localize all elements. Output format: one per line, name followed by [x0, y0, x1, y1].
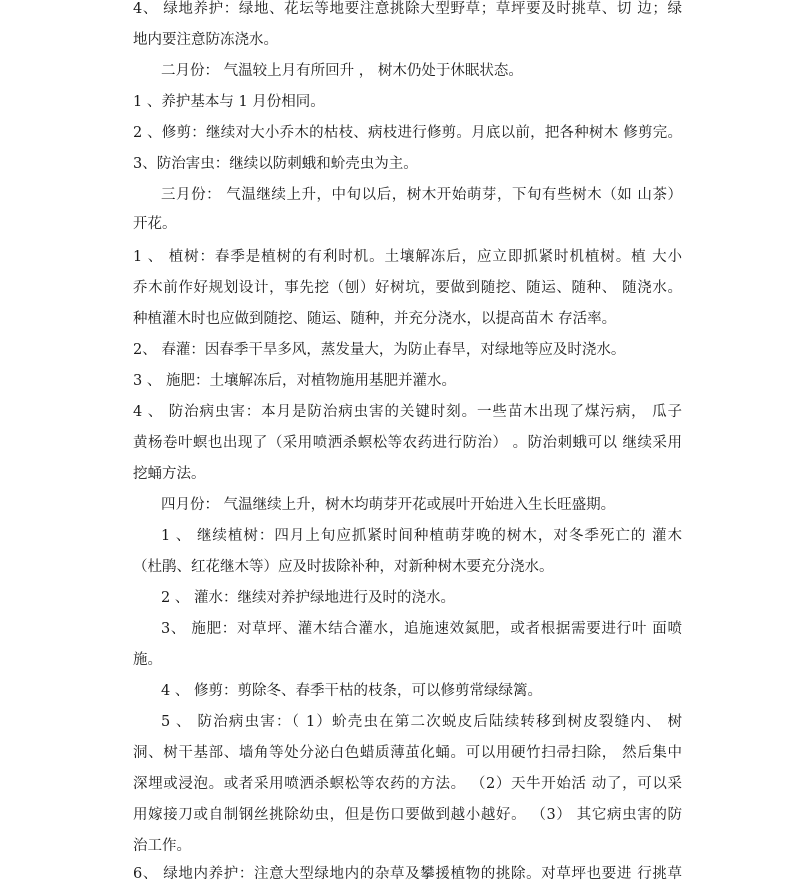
- paragraph-line: 4、 绿地养护：绿地、花坛等地要注意挑除大型野草；草坪要及时挑草、切 边；绿: [133, 1, 682, 17]
- paragraph-line: 用嫁接刀或自制钢丝挑除幼虫，但是伤口要做到越小越好。 （3） 其它病虫害的防: [133, 807, 682, 823]
- paragraph-line: 黄杨卷叶螟也出现了（采用喷洒杀螟松等农药进行防治） 。防治刺蛾可以 继续采用: [133, 435, 682, 451]
- paragraph-line: （杜鹃、红花继木等）应及时拔除补种，对新种树木要充分浇水。: [133, 559, 554, 575]
- paragraph-line: 种植灌木时也应做到随挖、随运、随种，并充分浇水，以提高苗木 存活率。: [133, 311, 617, 327]
- paragraph-line: 6、 绿地内养护：注意大型绿地内的杂草及攀援植物的挑除。对草坪也要进 行挑草: [133, 866, 682, 882]
- section-heading-april: 四月份： 气温继续上升，树木均萌芽开花或展叶开始进入生长旺盛期。: [161, 497, 616, 513]
- paragraph-line: 乔木前作好规划设计，事先挖（刨）好树坑，要做到随挖、随运、随种、 随浇水。: [133, 280, 682, 296]
- paragraph-line: 洞、树干基部、墙角等处分泌白色蜡质薄茧化蛹。可以用硬竹扫帚扫除， 然后集中: [133, 745, 682, 761]
- paragraph-line: 挖蛹方法。: [133, 466, 206, 482]
- section-heading-march: 三月份： 气温继续上升，中旬以后，树木开始萌芽，下旬有些树木（如 山茶）: [161, 187, 682, 203]
- paragraph-line: 施。: [133, 652, 162, 668]
- paragraph-line: 深埋或浸泡。或者采用喷洒杀螟松等农药的方法。 （2）天牛开始活 动了，可以采: [133, 776, 682, 792]
- paragraph-line: 治工作。: [133, 838, 191, 854]
- paragraph-line: 3、 施肥：对草坪、灌木结合灌水，追施速效氮肥，或者根据需要进行叶 面喷: [161, 621, 682, 637]
- paragraph-line: 5 、 防治病虫害：（ 1）蚧壳虫在第二次蜕皮后陆续转移到树皮裂缝内、 树: [161, 714, 682, 730]
- paragraph-line: 3 、 施肥：土壤解冻后，对植物施用基肥并灌水。: [133, 373, 456, 389]
- paragraph-line: 4 、 修剪：剪除冬、春季干枯的枝条，可以修剪常绿绿篱。: [161, 683, 542, 699]
- paragraph-line: 1 、 继续植树：四月上旬应抓紧时间种植萌芽晚的树木，对冬季死亡的 灌木: [161, 528, 682, 544]
- section-heading-february: 二月份： 气温较上月有所回升 ， 树木仍处于休眠状态。: [161, 63, 523, 79]
- paragraph-line: 2 、修剪：继续对大小乔木的枯枝、病枝进行修剪。月底以前，把各种树木 修剪完。: [133, 125, 682, 141]
- paragraph-line: 1 、 植树：春季是植树的有利时机。土壤解冻后，应立即抓紧时机植树。植 大小: [133, 249, 682, 265]
- paragraph-line: 4 、 防治病虫害：本月是防治病虫害的关键时刻。一些苗木出现了煤污病， 瓜子: [133, 404, 682, 420]
- paragraph-line: 地内要注意防冻浇水。: [133, 32, 278, 48]
- paragraph-line: 2 、 灌水：继续对养护绿地进行及时的浇水。: [161, 590, 455, 606]
- paragraph-line: 1 、养护基本与 1 月份相同。: [133, 94, 325, 110]
- paragraph-line: 3、防治害虫：继续以防刺蛾和蚧壳虫为主。: [133, 156, 418, 172]
- paragraph-line: 2、 春灌：因春季干旱多风，蒸发量大，为防止春旱，对绿地等应及时浇水。: [133, 342, 626, 358]
- paragraph-line: 开花。: [133, 216, 177, 232]
